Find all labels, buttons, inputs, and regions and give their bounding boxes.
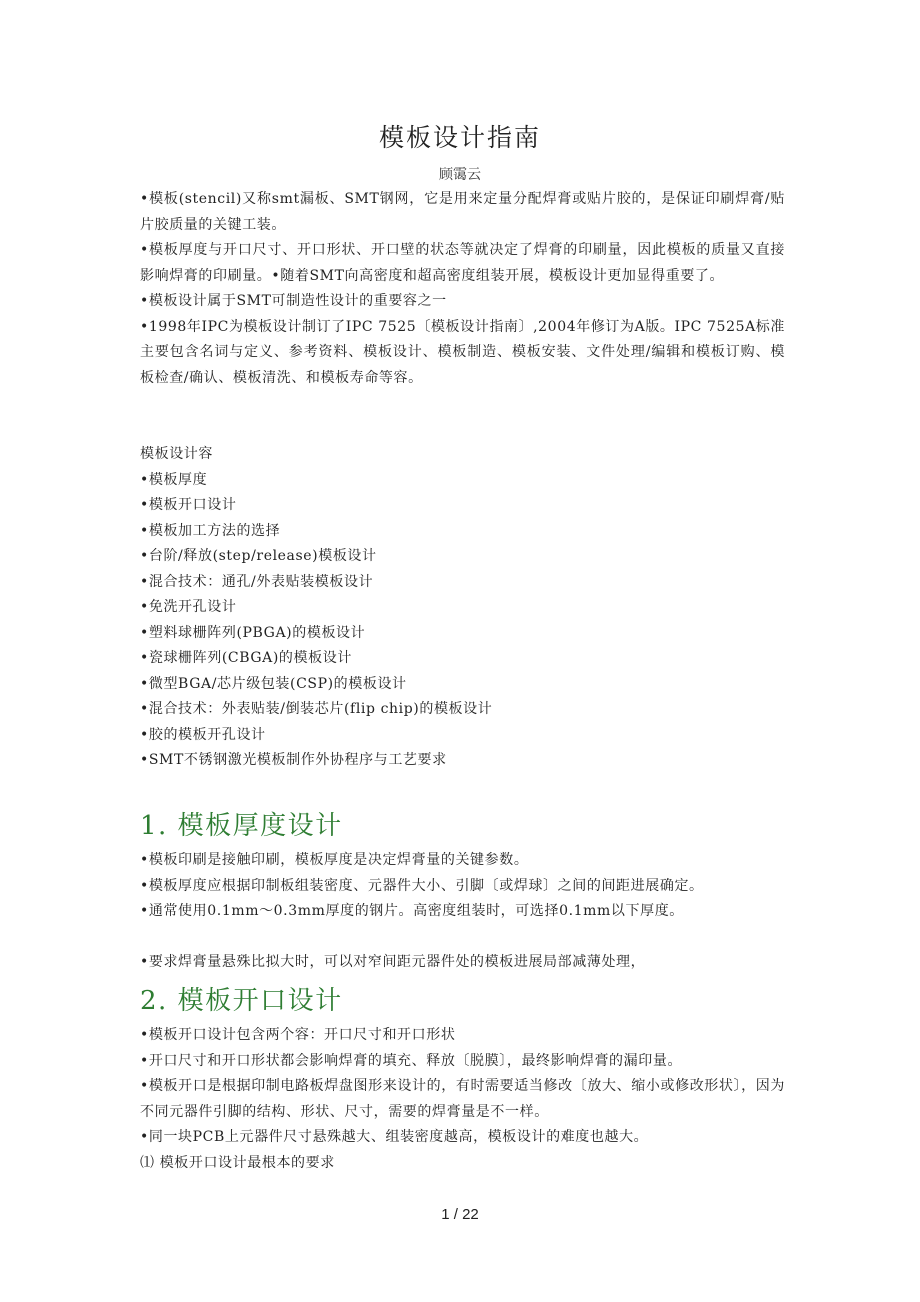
contents-item: •免洗开孔设计: [140, 599, 237, 615]
contents-item: •微型BGA/芯片级包装(CSP)的模板设计: [140, 675, 407, 692]
section-2-paragraph: •开口尺寸和开口形状都会影响焊膏的填充、释放〔脱膜〕，最终影响焊膏的漏印量。: [140, 1052, 683, 1069]
section-1-paragraph: •模板厚度应根据印制板组装密度、元器件大小、引脚〔或焊球〕之间的间距进展确定。: [140, 877, 704, 894]
page-number: 1 / 22: [441, 1206, 479, 1223]
contents-item: •混合技术：外表贴装/倒装芯片(flip chip)的模板设计: [140, 701, 493, 717]
section-1-extra: [140, 950, 785, 976]
intro-paragraph: •模板(stencil)又称smt漏板、SMT钢网，它是用来定量分配焊膏或贴片胶的，是保证印刷焊膏/贴片胶质量的关键工装。: [140, 191, 785, 233]
section-2-paragraph: ⑴ 模板开口设计最根本的要求: [140, 1154, 335, 1171]
section-2-paragraph: •模板开口是根据印制电路板焊盘图形来设计的，有时需要适当修改〔放大、缩小或修改形状〕，因为不同元器件引脚的结构、形状、尺寸，需要的焊膏量是不一样。: [140, 1078, 785, 1120]
contents-item: •模板厚度: [140, 471, 208, 488]
section-1-extra-paragraph: •要求焊膏量悬殊比拟大时，可以对窄间距元器件处的模板进展局部减薄处理，: [140, 954, 646, 970]
intro-section: [140, 187, 785, 391]
section-1-body: [140, 848, 785, 925]
section-1-paragraph: •通常使用0.1mm～0.3mm厚度的钢片。高密度组装时，可选择0.1mm以下厚度。: [140, 903, 684, 919]
contents-heading: 模板设计容: [140, 446, 213, 462]
contents-section: [140, 442, 785, 774]
intro-paragraph: •1998年IPC为模板设计制订了IPC 7525〔模板设计指南〕,2004年修订为A版。IPC 7525A标准主要包含名词与定义、参考资料、模板设计、模板制造、模板安装、文件处理/编辑和模板订购、模板检查/确认、模板清洗、和模板寿命等容。: [140, 318, 785, 386]
contents-item: •台阶/释放(step/release)模板设计: [140, 548, 377, 564]
section-2-paragraph: •同一块PCB上元器件尺寸悬殊越大、组装密度越高，模板设计的难度也越大。: [140, 1129, 649, 1145]
section-2-body: [140, 1023, 785, 1176]
intro-paragraph: •模板设计属于SMT可制造性设计的重要容之一: [140, 293, 447, 309]
document-author: 顾霭云: [439, 167, 481, 183]
contents-item: •塑料球栅阵列(PBGA)的模板设计: [140, 624, 366, 641]
contents-item: •混合技术：通孔/外表贴装模板设计: [140, 573, 374, 590]
contents-item: •胶的模板开孔设计: [140, 726, 266, 743]
intro-paragraph: •模板厚度与开口尺寸、开口形状、开口壁的状态等就决定了焊膏的印刷量，因此模板的质量又直接影响焊膏的印刷量。•随着SMT向高密度和超高密度组装开展，模板设计更加显得重要了。: [140, 242, 785, 284]
contents-item: •瓷球栅阵列(CBGA)的模板设计: [140, 650, 352, 666]
contents-item: •SMT不锈钢激光模板制作外协程序与工艺要求: [140, 752, 447, 768]
section-1-paragraph: •模板印刷是接触印刷，模板厚度是决定焊膏量的关键参数。: [140, 852, 529, 868]
section-1-heading: 1. 模板厚度设计: [140, 811, 343, 841]
contents-item: •模板开口设计: [140, 497, 237, 513]
section-2-heading: 2. 模板开口设计: [140, 986, 343, 1016]
contents-item: •模板加工方法的选择: [140, 522, 281, 539]
section-2-paragraph: •模板开口设计包含两个容：开口尺寸和开口形状: [140, 1027, 456, 1043]
document-title: 模板设计指南: [378, 123, 541, 152]
